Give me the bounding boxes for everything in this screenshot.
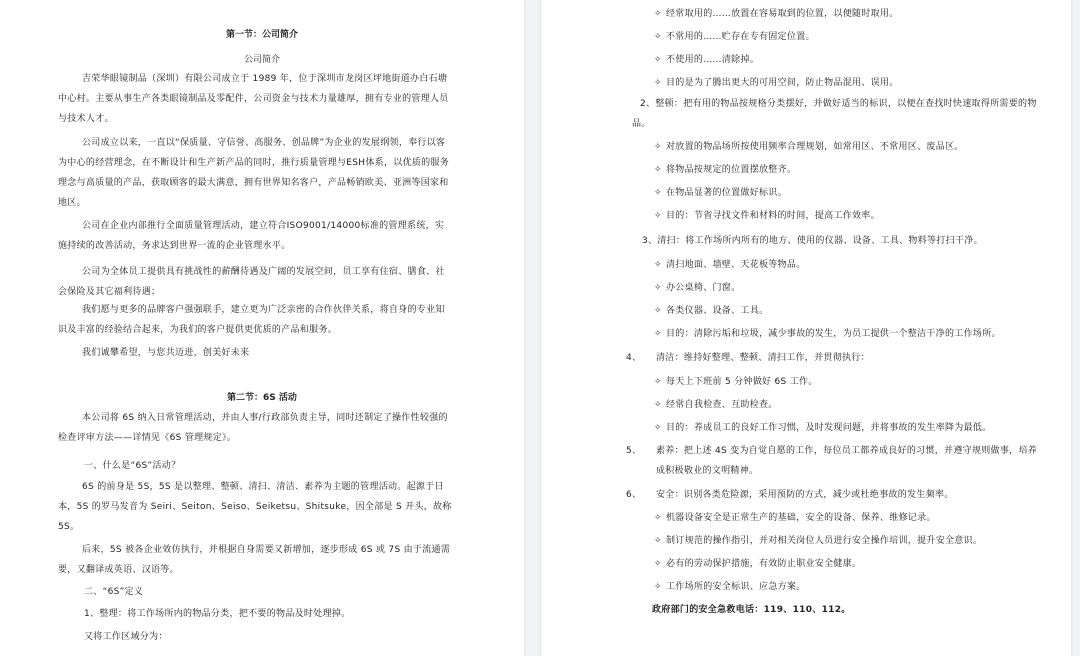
list-item: ✧ 目的是为了腾出更大的可用空间，防止物品混用、误用。 <box>654 78 899 88</box>
section2-title: 第二节：6S 活动 <box>227 393 297 403</box>
item-sustain-number: 5、 <box>626 446 642 456</box>
diamond-bullet-icon: ✧ <box>654 306 662 316</box>
list-item: ✧ 对放置的物品场所按使用频率合理规划，如常用区、不常用区、废品区。 <box>654 142 964 152</box>
item-shine: 3、清扫：将工作场所内所有的地方、使用的仪器、设备、工具、物料等打扫干净。 <box>642 236 983 246</box>
list-item: ✧ 不常用的……贮存在专有固定位置。 <box>654 32 815 42</box>
diamond-bullet-icon: ✧ <box>654 32 662 42</box>
list-item: ✧ 经常取用的……放置在容易取到的位置，以便随时取用。 <box>654 9 899 19</box>
section1-title: 第一节：公司简介 <box>225 30 298 40</box>
diamond-bullet-icon: ✧ <box>654 283 662 293</box>
list-item: ✧ 制订规范的操作指引，并对相关岗位人员进行安全操作培训，提升安全意识。 <box>654 536 983 546</box>
paragraph-quality: 公司在企业内部推行全面质量管理活动，建立符合ISO9001/14000标准的管理系统，实施持续的改善活动，务求达到世界一流的企业管理水平。 <box>58 221 445 251</box>
diamond-bullet-icon: ✧ <box>654 582 662 592</box>
diamond-bullet-icon: ✧ <box>654 165 662 175</box>
question-what-is-6s: 一、什么是“6S”活动？ <box>84 461 181 471</box>
diamond-bullet-icon: ✧ <box>654 377 662 387</box>
item-safety: 6、 安全：识别各类危险源，采用预防的方式，减少或杜绝事故的发生频率。 <box>626 490 954 500</box>
list-item: ✧ 办公桌椅、门窗。 <box>654 283 741 293</box>
diamond-bullet-icon: ✧ <box>654 260 662 270</box>
diamond-bullet-icon: ✧ <box>654 400 662 410</box>
diamond-bullet-icon: ✧ <box>654 188 662 198</box>
heading-6s-definition: 二、“6S”定义 <box>84 587 144 597</box>
diamond-bullet-icon: ✧ <box>654 78 662 88</box>
paragraph-mission: 公司成立以来，一直以“保质量、守信誉、高服务、创品牌”为企业的发展纲领，奉行以客为中心的经营理念，在不断设计和生产新产品的同时，推行质量管理与ESH体系，以优质的服务理念与高质量的产品，获取顾客的最大满意，拥有世界知名客户，产品畅销欧美、亚洲等国家和地区。 <box>58 138 450 208</box>
item-sustain: 素养：把上述 4S 变为自觉自愿的工作，每位员工都养成良好的习惯，并遵守规则做事，培养成积极敬业的文明精神。 <box>656 446 1038 476</box>
list-item: ✧ 经常自我检查、互助检查。 <box>654 400 778 410</box>
paragraph-intro: 吉荣华眼镜制品（深圳）有限公司成立于 1989 年，位于深圳市龙岗区坪地街道办白石塘中心村。主要从事生产各类眼镜制品及零配件，公司资金与技术力量雄厚，拥有专业的管理人员与技术人才。 <box>58 74 449 124</box>
list-item: ✧ 各类仪器、设备、工具。 <box>654 306 769 316</box>
item-standardize: 4、 清洁：维持好整理、整顿、清扫工作，并贯彻执行： <box>626 353 870 363</box>
item-set-in-order: 2、整顿：把有用的物品按规格分类摆好，并做好适当的标识，以便在查找时快速取得所需要的物品。 <box>632 99 1037 129</box>
list-item: ✧ 不使用的……清除掉。 <box>654 55 760 65</box>
list-item: ✧ 机器设备安全是正常生产的基础，安全的设备、保养、维修记录。 <box>654 513 936 523</box>
paragraph-6s-intro: 本公司将 6S 纳入日常管理活动，并由人事/行政部负责主导，同时还制定了操作性较强的检查评审方法——详情见《6S 管理规定》。 <box>58 413 448 443</box>
paragraph-closing: 我们诚攀希望，与您共迈进，创美好未来 <box>82 348 250 358</box>
list-item: ✧ 每天上下班前 5 分钟做好 6S 工作。 <box>654 377 818 387</box>
diamond-bullet-icon: ✧ <box>654 55 662 65</box>
list-item: ✧ 必有的劳动保护措施，有效防止职业安全健康。 <box>654 559 862 569</box>
document-page-right <box>541 0 1071 656</box>
emergency-phone: 政府部门的安全急救电话：119、110、112。 <box>652 605 851 615</box>
list-item: ✧ 清扫地面、墙壁、天花板等物品。 <box>654 260 806 270</box>
list-item: ✧ 目的：节省寻找文件和材料的时间，提高工作效率。 <box>654 211 880 221</box>
list-item: ✧ 将物品按规定的位置摆放整齐。 <box>654 165 797 175</box>
document-page-left <box>0 0 524 656</box>
diamond-bullet-icon: ✧ <box>654 142 662 152</box>
diamond-bullet-icon: ✧ <box>654 536 662 546</box>
paragraph-6s-evolution: 后来，5S 被各企业效仿执行，并根据自身需要又新增加，逐步形成 6S 或 7S 由于流通需要，又翻译成英语、汉语等。 <box>58 545 451 575</box>
list-item: ✧ 目的：清除污垢和垃圾，减少事故的发生，为员工提供一个整洁干净的工作场所。 <box>654 329 1001 339</box>
list-item: ✧ 目的：养成员工的良好工作习惯，及时发现问题，并将事故的发生率降为最低。 <box>654 423 992 433</box>
diamond-bullet-icon: ✧ <box>654 9 662 19</box>
section1-subtitle: 公司简介 <box>243 55 280 65</box>
diamond-bullet-icon: ✧ <box>654 211 662 221</box>
diamond-bullet-icon: ✧ <box>654 559 662 569</box>
diamond-bullet-icon: ✧ <box>654 329 662 339</box>
diamond-bullet-icon: ✧ <box>654 423 662 433</box>
diamond-bullet-icon: ✧ <box>654 513 662 523</box>
item-sort: 1、整理：将工作场所内的物品分类，把不要的物品及时处理掉。 <box>84 609 351 619</box>
list-item: ✧ 在物品显著的位置做好标识。 <box>654 188 787 198</box>
paragraph-partners: 我们愿与更多的品牌客户强强联手，建立更为广泛亲密的合作伙伴关系，将自身的专业知识及丰富的经验结合起来，为我们的客户提供更优质的产品和服务。 <box>58 305 445 335</box>
list-item: ✧ 工作场所的安全标识、应急方案。 <box>654 582 806 592</box>
paragraph-benefits: 公司为全体员工提供具有挑战性的薪酬待遇及广阔的发展空间，员工享有住宿、膳食、社会保险及其它福利待遇； <box>58 267 445 297</box>
item-sort-areas: 又将工作区域分为： <box>84 632 168 642</box>
paragraph-6s-origin: 6S 的前身是 5S，5S 是以整理、整顿、清扫、清洁、素养为主题的管理活动。起源于日本，5S 的罗马发音为 Seiri、Seiton、Seiso、Seiketsu、Shitsuke，因全部是 S 开头，故称 5S。 <box>58 482 452 532</box>
